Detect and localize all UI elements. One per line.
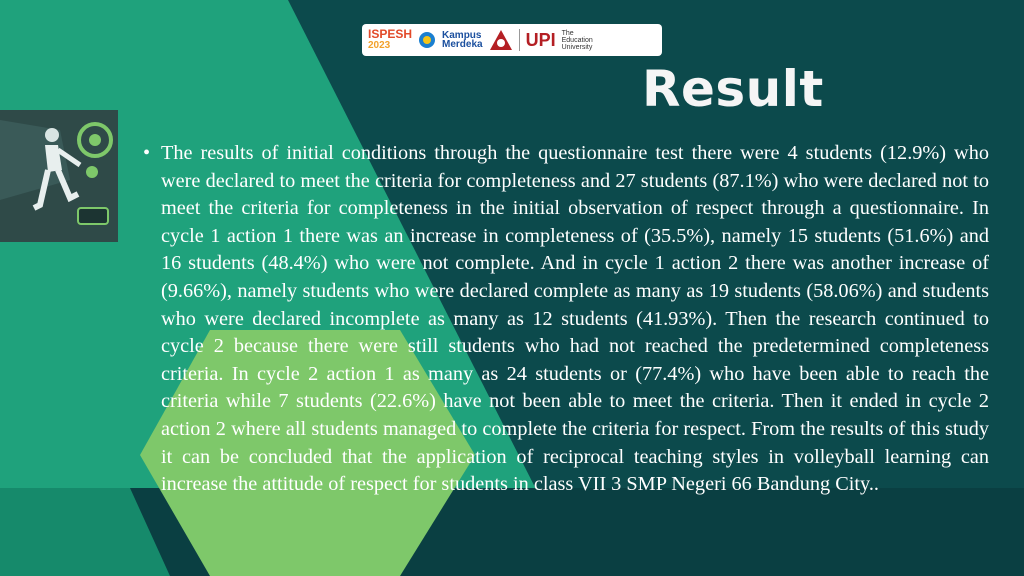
bullet-point: • xyxy=(143,142,151,164)
kampus-line2: Merdeka xyxy=(442,39,483,50)
result-text-block xyxy=(143,140,989,499)
upi-emblem-icon xyxy=(489,29,513,51)
upi-subtitle-2: Education xyxy=(561,36,593,44)
upi-subtitle-1: The xyxy=(561,29,574,37)
upi-subtitle-3: University xyxy=(561,43,593,51)
upi-logo-text: UPI xyxy=(525,29,556,50)
ispesh-year: 2023 xyxy=(368,40,391,51)
result-paragraph: The results of initial conditions through the questionnaire test there were 4 students (12.9%) who were declared to meet the criteria for completeness and 27 students (87.1%) who were declared not to meet the criteria for completeness in the initial observation of respect through a questionnaire. In cycle 1 action 1 there was an increase in completeness of (35.5%), namely 15 students (51.6%) and 16 students (48.4%) who were not complete. And in cycle 1 action 2 there was another increase of (9.66%), namely students who were declared complete as many as 19 students (58.06%) and students who were declared incomplete as many as 12 students (41.93%). Then the research continued to cycle 2 because there were still students who had not reached the predetermined completeness criteria. In cycle 2 action 1 as many as 24 students or (77.4%) who have been able to reach the criteria while 7 students (22.6%) have not been able to meet the criteria. Then it ended in cycle 2 action 2 where all students managed to complete the criteria for respect. From the results of this study it can be concluded that the application of reciprocal teaching styles in volleyball learning can increase the attitude of respect for students in class VII 3 SMP Negeri 66 Bandung City.. xyxy=(161,142,989,496)
volleyball-player-icon xyxy=(0,110,118,242)
sports-illustration xyxy=(0,110,118,242)
upi-subtitle xyxy=(562,30,593,51)
kampus-merdeka-logo xyxy=(442,31,483,49)
ispesh-name: ISPESH xyxy=(368,27,413,41)
tut-wuri-handayani-icon xyxy=(418,31,436,49)
kampus-line1: Kampus xyxy=(442,30,482,41)
ispesh-logo xyxy=(368,29,412,51)
slide-title: Result xyxy=(642,60,824,118)
logo-divider xyxy=(519,29,520,51)
sponsor-logo-bar xyxy=(362,24,662,56)
